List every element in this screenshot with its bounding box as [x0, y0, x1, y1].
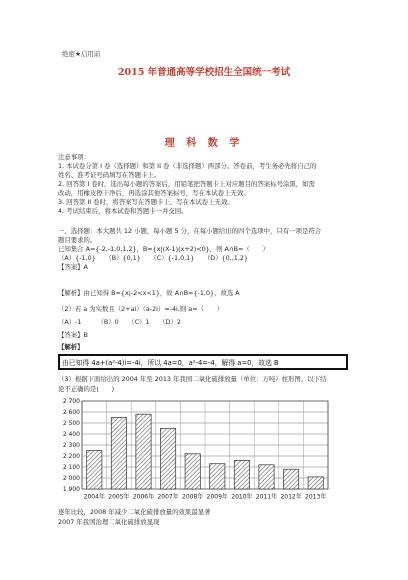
note-line: 改动，用橡皮擦干净后，再选涂其他答案标号，写在本试卷上无效。: [58, 189, 250, 197]
question-2-answer: 【答案】B: [58, 331, 88, 339]
bar-2004年: [87, 451, 102, 490]
x-tick-label: 2011年: [255, 493, 278, 501]
so2-emission-bar-chart: [58, 397, 332, 501]
question-2-analysis-label: 【解析】: [58, 343, 84, 351]
bar-2006年: [136, 414, 151, 489]
note-line: 1. 本试卷分第 I 卷（选择题）和第 II 卷（非选择题）两部分。答卷前，考生务必先将自己的: [58, 162, 317, 170]
y-tick-label: 2 400: [62, 431, 80, 439]
question-2-options: （A）-1 （B）0 （C）1 （D）2: [58, 318, 181, 326]
question-1-answer: 【答案】A: [58, 263, 88, 271]
y-tick-label: 2 200: [62, 453, 80, 461]
bar-2011年: [259, 465, 274, 489]
x-tick-label: 2004年: [83, 493, 105, 501]
x-tick-label: 2006年: [132, 493, 155, 501]
y-tick-label: 2 500: [62, 420, 80, 428]
x-tick-label: 2007年: [157, 493, 179, 501]
exam-title: 2015 年普通高等学校招生全国统一考试: [117, 67, 291, 78]
bar-2010年: [234, 460, 249, 489]
y-tick-label: 2 700: [62, 398, 80, 406]
y-tick-label: 2 000: [62, 475, 80, 483]
y-tick-label: 2 100: [62, 464, 80, 472]
x-tick-label: 2012年: [280, 493, 302, 501]
question-3: （3）根据下面给出的 2004 年至 2013 年我国二氧化硫排放量（单位：万吨）柱形图。以下结: [58, 375, 327, 383]
question-3-option-b: 2007 年我国治理二氧化硫排放显现: [58, 518, 160, 526]
question-3-option-a: 逐年比较，2008 年减少二氧化硫排放量的效果最显著: [58, 508, 211, 516]
question-1-analysis: 【解析】由已知得 B={x|-2<x<1}，故 A∩B={-1,0}，故选 A: [58, 289, 240, 297]
x-tick-label: 2008年: [182, 493, 204, 501]
note-line: 4. 考试结束后，将本试卷和答题卡一并交回。: [58, 207, 188, 215]
question-1: 已知集合 A={-2,-1,0,1,2}，B={x|(X-1)(x+2)<0}，则 A∩B=（ ）: [58, 245, 269, 253]
bar-2013年: [308, 477, 323, 489]
x-tick-label: 2009年: [206, 493, 228, 501]
bar-2008年: [185, 454, 200, 489]
note-line: 姓名、准考证号码填写在答题卡上。: [58, 171, 161, 179]
section-intro: 一、选择题：本大题共 12 小题，每小题 5 分，在每小题给出的四个选项中，只有一项是符合: [58, 227, 322, 235]
question-2: （2）若 a 为实数且（2+ai）（a-2i）=-4i,则 a=（ ）: [58, 305, 224, 313]
bar-2007年: [160, 429, 175, 490]
question-1-options: （A）{-1,0} （B）{0,1} （C）{-1,0,1} （D）{0,,1,2}: [58, 254, 249, 262]
bar-2012年: [283, 469, 298, 489]
confidential-mark: 绝密★启用前: [62, 50, 101, 58]
y-tick-label: 2 600: [62, 409, 80, 417]
note-line: 3. 回答第 II 卷时，将答案写在答题卡上，写在本试卷上无效。: [58, 198, 234, 206]
x-tick-label: 2005年: [108, 493, 130, 501]
x-tick-label: 2010年: [231, 493, 253, 501]
subject-title: 理 科 数 学: [164, 138, 244, 149]
y-tick-label: 1 900: [62, 486, 80, 494]
bar-2009年: [210, 464, 225, 489]
y-tick-label: 2 300: [62, 442, 80, 450]
section-intro: 题目要求的。: [58, 236, 97, 244]
x-tick-label: 2013年: [305, 493, 327, 501]
note-line: 2. 回答第 I 卷时，选出每小题的答案后，用铅笔把答题卡上对应题目的答案标号涂黑，如需: [58, 180, 315, 188]
bar-2005年: [111, 418, 126, 490]
question-3: 论不正确的是( ): [58, 385, 115, 393]
question-2-analysis: 由已知得 4a+(a²-4)i=-4i，所以 4a=0，a²-4=-4，解得 a=0，故选 B: [62, 359, 279, 367]
notes-heading: 注意事项：: [58, 153, 90, 161]
